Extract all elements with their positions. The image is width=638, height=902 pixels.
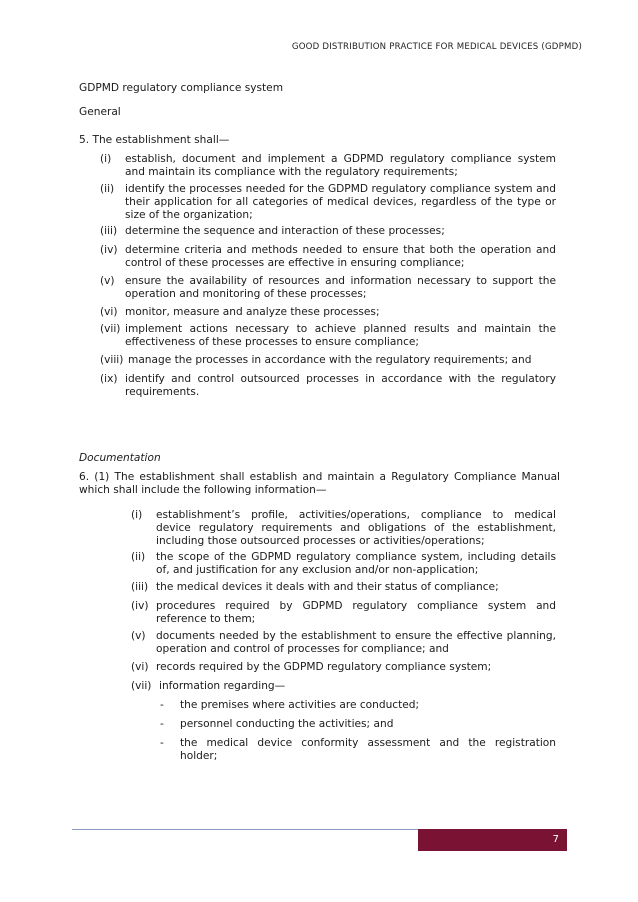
clause-5-item-text: manage the processes in accordance with the regulatory requirements; and (128, 354, 532, 366)
clause-6-item-num: (iv) (131, 600, 149, 612)
clause-5-item-num: (iv) (100, 244, 118, 256)
clause-5-item-text: identify and control outsourced processes in accordance with the regulatory requirements. (125, 373, 556, 398)
sub-item-text: the premises where activities are conducted; (180, 699, 420, 711)
clause-5-item-text: implement actions necessary to achieve planned results and maintain the effectiveness of these processes to ensure compliance; (125, 323, 556, 348)
clause-5-item-num: (vii) (100, 323, 121, 335)
clause-6-item-text: procedures required by GDPMD regulatory compliance system and reference to them; (156, 600, 556, 625)
clause-6-item-text: establishment’s profile, activities/operations, compliance to medical device regulatory requirements and obligations of the establishment, including those outsourced processes or activities/operations; (156, 509, 556, 547)
clause-5-intro: 5. The establishment shall— (79, 134, 230, 146)
clause-5-item-text: identify the processes needed for the GDPMD regulatory compliance system and their application for all categories of medical devices, regardless of the type or size of the organization; (125, 183, 556, 221)
clause-5-item-num: (viii) (100, 354, 124, 366)
section-title: GDPMD regulatory compliance system (79, 82, 284, 94)
clause-5-item-num: (ix) (100, 373, 118, 385)
clause-5-item-num: (vi) (100, 306, 118, 318)
clause-6-item-text: the scope of the GDPMD regulatory compliance system, including details of, and justification for any exclusion and/or non-application; (156, 551, 556, 576)
clause-5-item-text: determine the sequence and interaction of these processes; (125, 225, 445, 237)
documentation-heading: Documentation (79, 452, 161, 464)
clause-6-item-num: (vi) (131, 661, 149, 673)
clause-6-item-num: (i) (131, 509, 143, 521)
clause-5-item-num: (iii) (100, 225, 118, 237)
clause-6-item-num: (vii) (131, 680, 152, 692)
clause-6-item-num: (ii) (131, 551, 146, 563)
page-number: 7 (552, 834, 559, 845)
sub-item-text: personnel conducting the activities; and (180, 718, 394, 730)
page-number-box (418, 829, 567, 851)
clause-5-item-num: (v) (100, 275, 115, 287)
section-subtitle: General (79, 106, 121, 118)
clause-6-item-num: (v) (131, 630, 146, 642)
clause-5-item-text: monitor, measure and analyze these processes; (125, 306, 380, 318)
clause-6-item-text: information regarding— (159, 680, 286, 692)
clause-5-item-num: (ii) (100, 183, 115, 195)
footer-rule (72, 829, 418, 830)
sub-item-bullet: - (160, 699, 164, 711)
sub-item-text: the medical device conformity assessment and the registration holder; (180, 737, 556, 762)
clause-6-item-num: (iii) (131, 581, 149, 593)
sub-item-bullet: - (160, 737, 164, 749)
clause-6-item-text: the medical devices it deals with and their status of compliance; (156, 581, 499, 593)
clause-6-item-text: documents needed by the establishment to ensure the effective planning, operation and control of processes for compliance; and (156, 630, 556, 655)
clause-5-item-text: determine criteria and methods needed to ensure that both the operation and control of these processes are effective in ensuring compliance; (125, 244, 556, 269)
clause-5-item-text: establish, document and implement a GDPMD regulatory compliance system and maintain its compliance with the regulatory requirements; (125, 153, 556, 178)
sub-item-bullet: - (160, 718, 164, 730)
clause-6-intro: 6. (1) The establishment shall establish and maintain a Regulatory Compliance Manual which shall include the following information— (79, 471, 560, 496)
clause-5-item-num: (i) (100, 153, 112, 165)
running-header: GOOD DISTRIBUTION PRACTICE FOR MEDICAL DEVICES (GDPMD) (291, 42, 582, 52)
clause-6-item-text: records required by the GDPMD regulatory compliance system; (156, 661, 492, 673)
clause-5-item-text: ensure the availability of resources and information necessary to support the operation and monitoring of these processes; (125, 275, 556, 300)
